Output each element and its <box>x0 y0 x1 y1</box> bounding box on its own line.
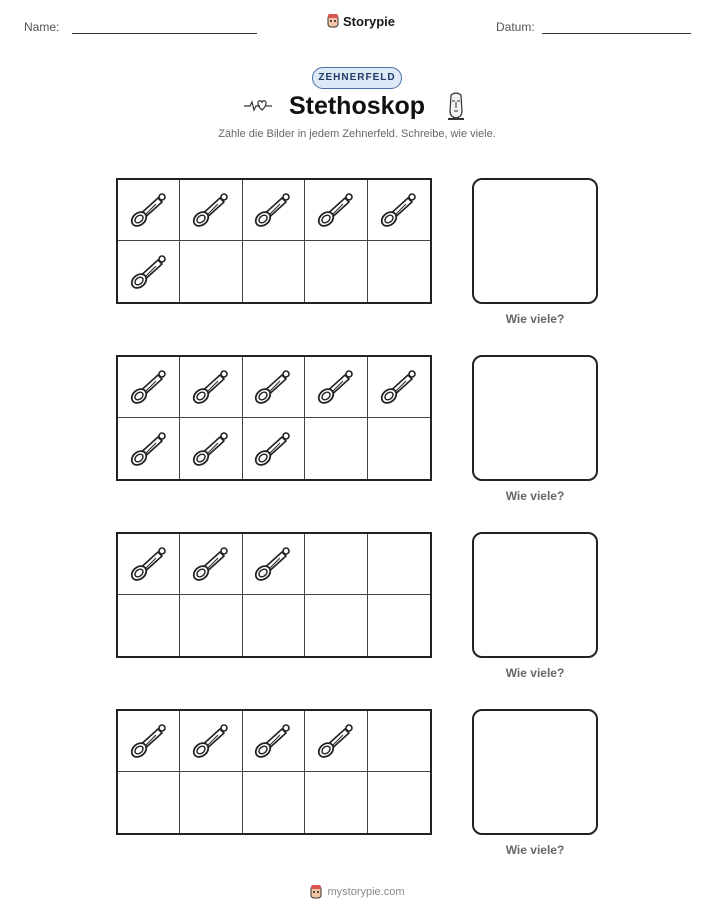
brand-name: Storypie <box>343 13 396 29</box>
stethoscope-icon <box>251 719 295 763</box>
frame-cell <box>305 534 367 595</box>
stethoscope-icon <box>314 188 358 232</box>
answer-box-2[interactable] <box>472 355 598 481</box>
answer-prompt-3: Wie viele? <box>505 666 565 680</box>
worksheet-type-badge: ZEHNERFELD <box>312 67 402 89</box>
stethoscope-icon <box>251 427 295 471</box>
stethoscope-icon <box>127 188 171 232</box>
frame-cell <box>243 418 305 479</box>
answer-prompt-2: Wie viele? <box>505 489 565 503</box>
stethoscope-icon <box>127 365 171 409</box>
frame-cell <box>305 241 367 302</box>
frame-cell <box>118 772 180 833</box>
name-line[interactable] <box>72 33 257 34</box>
frame-cell <box>118 241 180 302</box>
frame-cell <box>305 595 367 656</box>
frame-cell <box>180 357 242 418</box>
frame-cell <box>368 357 430 418</box>
frame-cell <box>305 711 367 772</box>
frame-cell <box>243 711 305 772</box>
ten-frame-2 <box>116 355 432 481</box>
frame-cell <box>305 418 367 479</box>
stethoscope-icon <box>189 719 233 763</box>
frame-cell <box>180 711 242 772</box>
footer-url: mystorypie.com <box>327 886 405 898</box>
stethoscope-icon <box>127 427 171 471</box>
stethoscope-icon <box>189 365 233 409</box>
frame-cell <box>118 418 180 479</box>
frame-cell <box>118 711 180 772</box>
frame-cell <box>243 180 305 241</box>
ten-frame-3 <box>116 532 432 658</box>
frame-cell <box>243 241 305 302</box>
stethoscope-icon <box>127 542 171 586</box>
instructions: Zähle die Bilder in jedem Zehnerfeld. Schreibe, wie viele. <box>218 128 496 140</box>
stethoscope-icon <box>251 188 295 232</box>
frame-cell <box>243 534 305 595</box>
ten-frame-4 <box>116 709 432 835</box>
brand-logo <box>326 13 395 29</box>
stethoscope-icon <box>127 719 171 763</box>
storypie-mascot-icon <box>326 13 340 29</box>
stethoscope-icon <box>251 365 295 409</box>
storypie-mascot-icon <box>309 884 323 900</box>
ten-frame-1 <box>116 178 432 304</box>
answer-box-4[interactable] <box>472 709 598 835</box>
frame-cell <box>368 595 430 656</box>
frame-cell <box>243 595 305 656</box>
frame-cell <box>180 595 242 656</box>
date-line[interactable] <box>542 33 691 34</box>
stethoscope-icon <box>377 365 421 409</box>
frame-cell <box>368 772 430 833</box>
frame-cell <box>118 357 180 418</box>
stethoscope-icon <box>377 188 421 232</box>
stethoscope-icon <box>189 427 233 471</box>
page-title: Stethoskop <box>288 92 426 120</box>
answer-prompt-1: Wie viele? <box>505 312 565 326</box>
answer-box-3[interactable] <box>472 532 598 658</box>
frame-cell <box>118 180 180 241</box>
frame-cell <box>368 241 430 302</box>
frame-cell <box>305 772 367 833</box>
frame-cell <box>368 534 430 595</box>
frame-cell <box>180 534 242 595</box>
frame-cell <box>243 357 305 418</box>
frame-cell <box>180 180 242 241</box>
frame-cell <box>305 180 367 241</box>
answer-prompt-4: Wie viele? <box>505 843 565 857</box>
moai-icon <box>444 91 468 121</box>
frame-cell <box>368 418 430 479</box>
frame-cell <box>243 772 305 833</box>
footer <box>0 884 714 900</box>
frame-cell <box>368 711 430 772</box>
answer-box-1[interactable] <box>472 178 598 304</box>
stethoscope-icon <box>251 542 295 586</box>
frame-cell <box>368 180 430 241</box>
frame-cell <box>180 418 242 479</box>
stethoscope-icon <box>314 365 358 409</box>
stethoscope-icon <box>127 250 171 294</box>
name-label: Name: <box>24 20 60 34</box>
frame-cell <box>118 534 180 595</box>
stethoscope-icon <box>189 542 233 586</box>
frame-cell <box>305 357 367 418</box>
date-label: Datum: <box>496 20 535 34</box>
frame-cell <box>180 241 242 302</box>
frame-cell <box>118 595 180 656</box>
stethoscope-icon <box>189 188 233 232</box>
stethoscope-icon <box>314 719 358 763</box>
frame-cell <box>180 772 242 833</box>
